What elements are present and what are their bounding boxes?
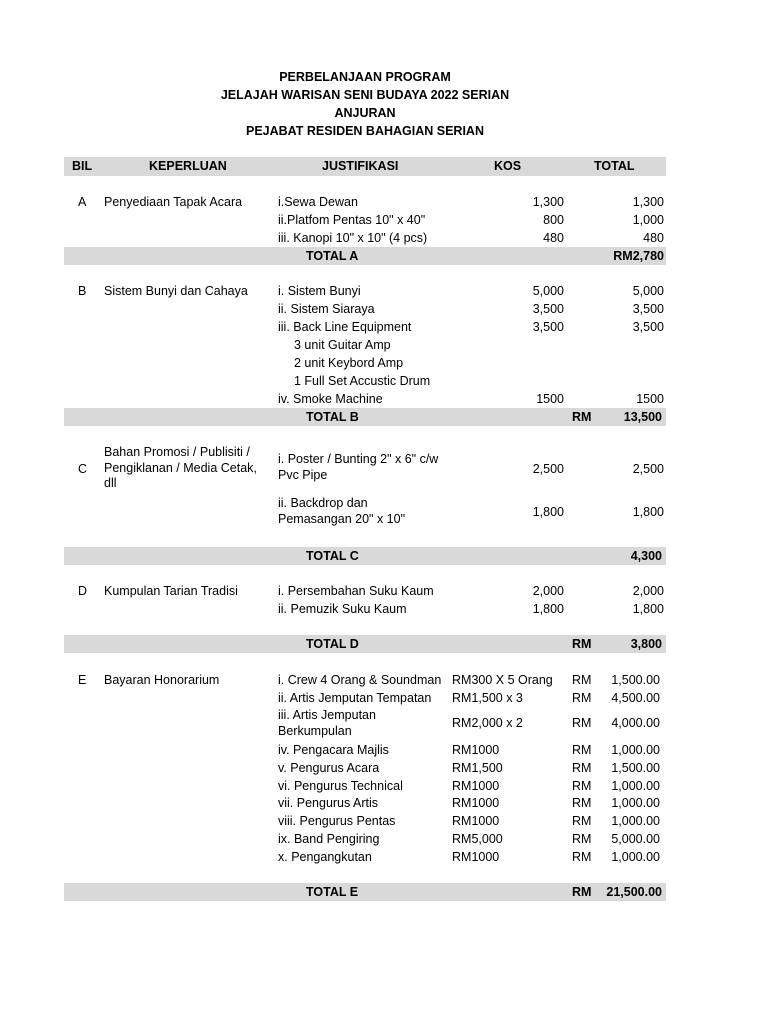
item-total: 4,000.00: [611, 716, 660, 730]
item-kos: RM1000: [452, 779, 500, 793]
item-justifikasi: ii. Backdrop dan Pemasangan 20" x 10": [278, 496, 406, 526]
item-total: 5,000: [632, 284, 664, 298]
section-bil: C: [78, 462, 88, 476]
item-currency: RM: [572, 832, 592, 846]
total-label: TOTAL D: [306, 637, 359, 651]
section-keperluan: Penyediaan Tapak Acara: [104, 195, 243, 209]
item-kos: RM1,500: [452, 761, 503, 775]
section-keperluan: Sistem Bunyi dan Cahaya: [104, 284, 248, 298]
item-kos: RM2,000 x 2: [452, 716, 523, 730]
item-justifikasi: vii. Pengurus Artis: [278, 796, 379, 810]
section-bil: E: [78, 673, 87, 687]
item-total: 1,000.00: [611, 779, 660, 793]
section-bil: A: [78, 195, 87, 209]
item-currency: RM: [572, 796, 592, 810]
item-justifikasi: viii. Pengurus Pentas: [278, 814, 396, 828]
item-justifikasi: iii. Artis Jemputan Berkumpulan: [278, 708, 376, 738]
total-currency: RM: [572, 637, 592, 651]
total-label: TOTAL B: [306, 410, 359, 424]
section-keperluan: Bayaran Honorarium: [104, 673, 220, 687]
item-total: 1,000.00: [611, 743, 660, 757]
item-total: 1,000.00: [611, 814, 660, 828]
header-bil: BIL: [72, 159, 93, 173]
total-band: [64, 547, 666, 565]
total-label: TOTAL E: [306, 885, 359, 899]
header-justifikasi: JUSTIFIKASI: [322, 159, 399, 173]
total-value: 21,500.00: [606, 885, 662, 899]
item-kos: 1,800: [532, 505, 564, 519]
item-total: 4,500.00: [611, 691, 660, 705]
item-justifikasi: iv. Smoke Machine: [278, 392, 383, 406]
section-keperluan: Bahan Promosi / Publisiti / Pengiklanan / Media Cetak, dll: [104, 445, 257, 490]
item-justifikasi: iii. Kanopi 10" x 10" (4 pcs): [278, 231, 428, 245]
document-title-line-3: ANJURAN: [334, 106, 396, 120]
item-total: 1,000: [632, 213, 664, 227]
item-kos: 1,800: [532, 602, 564, 616]
item-kos: 1500: [536, 392, 564, 406]
item-justifikasi: vi. Pengurus Technical: [278, 779, 403, 793]
item-justifikasi: ii. Pemuzik Suku Kaum: [278, 602, 407, 616]
document-title-line-1: PERBELANJAAN PROGRAM: [279, 70, 451, 84]
item-total: 1,300: [632, 195, 664, 209]
item-total: 1,800: [632, 505, 664, 519]
item-kos: 2,500: [532, 462, 564, 476]
item-justifikasi: ii.Platfom Pentas 10" x 40": [278, 213, 426, 227]
header-total: TOTAL: [594, 159, 635, 173]
item-total: 2,500: [632, 462, 664, 476]
item-justifikasi: ii. Artis Jemputan Tempatan: [278, 691, 432, 705]
item-total: 5,000.00: [611, 832, 660, 846]
item-currency: RM: [572, 761, 592, 775]
item-total: 1,500.00: [611, 673, 660, 687]
item-justifikasi: iii. Back Line Equipment: [278, 320, 412, 334]
item-justifikasi: i. Poster / Bunting 2" x 6" c/w Pvc Pipe: [278, 452, 439, 482]
item-kos: 1,300: [532, 195, 564, 209]
item-justifikasi: x. Pengangkutan: [278, 850, 372, 864]
item-kos: 5,000: [532, 284, 564, 298]
item-justifikasi: i.Sewa Dewan: [278, 195, 358, 209]
document-title-line-4: PEJABAT RESIDEN BAHAGIAN SERIAN: [246, 124, 484, 138]
item-kos: RM1000: [452, 743, 500, 757]
item-currency: RM: [572, 673, 592, 687]
item-currency: RM: [572, 814, 592, 828]
item-justifikasi: i. Persembahan Suku Kaum: [278, 584, 434, 598]
section-bil: B: [78, 284, 87, 298]
item-currency: RM: [572, 850, 592, 864]
item-justifikasi: ix. Band Pengiring: [278, 832, 380, 846]
section-bil: D: [78, 584, 88, 598]
item-kos: RM1,500 x 3: [452, 691, 523, 705]
item-kos: RM1000: [452, 796, 500, 810]
item-currency: RM: [572, 716, 592, 730]
item-kos: 3,500: [532, 302, 564, 316]
item-justifikasi: i. Crew 4 Orang & Soundman: [278, 673, 442, 687]
item-currency: RM: [572, 691, 592, 705]
total-value: 13,500: [623, 410, 662, 424]
item-kos: 3,500: [532, 320, 564, 334]
item-justifikasi: i. Sistem Bunyi: [278, 284, 361, 298]
item-sub-detail: 2 unit Keybord Amp: [294, 356, 404, 370]
item-justifikasi: v. Pengurus Acara: [278, 761, 380, 775]
total-currency: RM: [572, 885, 592, 899]
item-kos: 800: [543, 213, 564, 227]
item-total: 480: [643, 231, 664, 245]
item-kos: 2,000: [532, 584, 564, 598]
item-sub-detail: 3 unit Guitar Amp: [294, 338, 391, 352]
document-title-line-2: JELAJAH WARISAN SENI BUDAYA 2022 SERIAN: [220, 88, 510, 102]
header-kos: KOS: [494, 159, 522, 173]
item-total: 1,000.00: [611, 796, 660, 810]
item-total: 1,000.00: [611, 850, 660, 864]
total-label: TOTAL C: [306, 549, 359, 563]
total-label: TOTAL A: [306, 249, 359, 263]
item-kos: RM1000: [452, 850, 500, 864]
item-justifikasi: ii. Sistem Siaraya: [278, 302, 375, 316]
item-justifikasi: iv. Pengacara Majlis: [278, 743, 389, 757]
item-total: 3,500: [632, 302, 664, 316]
item-kos: RM1000: [452, 814, 500, 828]
total-value: 3,800: [630, 637, 662, 651]
item-currency: RM: [572, 779, 592, 793]
item-currency: RM: [572, 743, 592, 757]
item-kos: RM300 X 5 Orang: [452, 673, 553, 687]
total-value: RM2,780: [613, 249, 664, 263]
total-band: [64, 247, 666, 265]
item-total: 3,500: [632, 320, 664, 334]
item-total: 2,000: [632, 584, 664, 598]
item-kos: RM5,000: [452, 832, 503, 846]
item-total: 1500: [636, 392, 664, 406]
total-value: 4,300: [630, 549, 662, 563]
header-keperluan: KEPERLUAN: [149, 159, 227, 173]
item-total: 1,500.00: [611, 761, 660, 775]
item-kos: 480: [543, 231, 564, 245]
total-currency: RM: [572, 410, 592, 424]
item-sub-detail: 1 Full Set Accustic Drum: [294, 374, 431, 388]
item-total: 1,800: [632, 602, 664, 616]
section-keperluan: Kumpulan Tarian Tradisi: [104, 584, 238, 598]
